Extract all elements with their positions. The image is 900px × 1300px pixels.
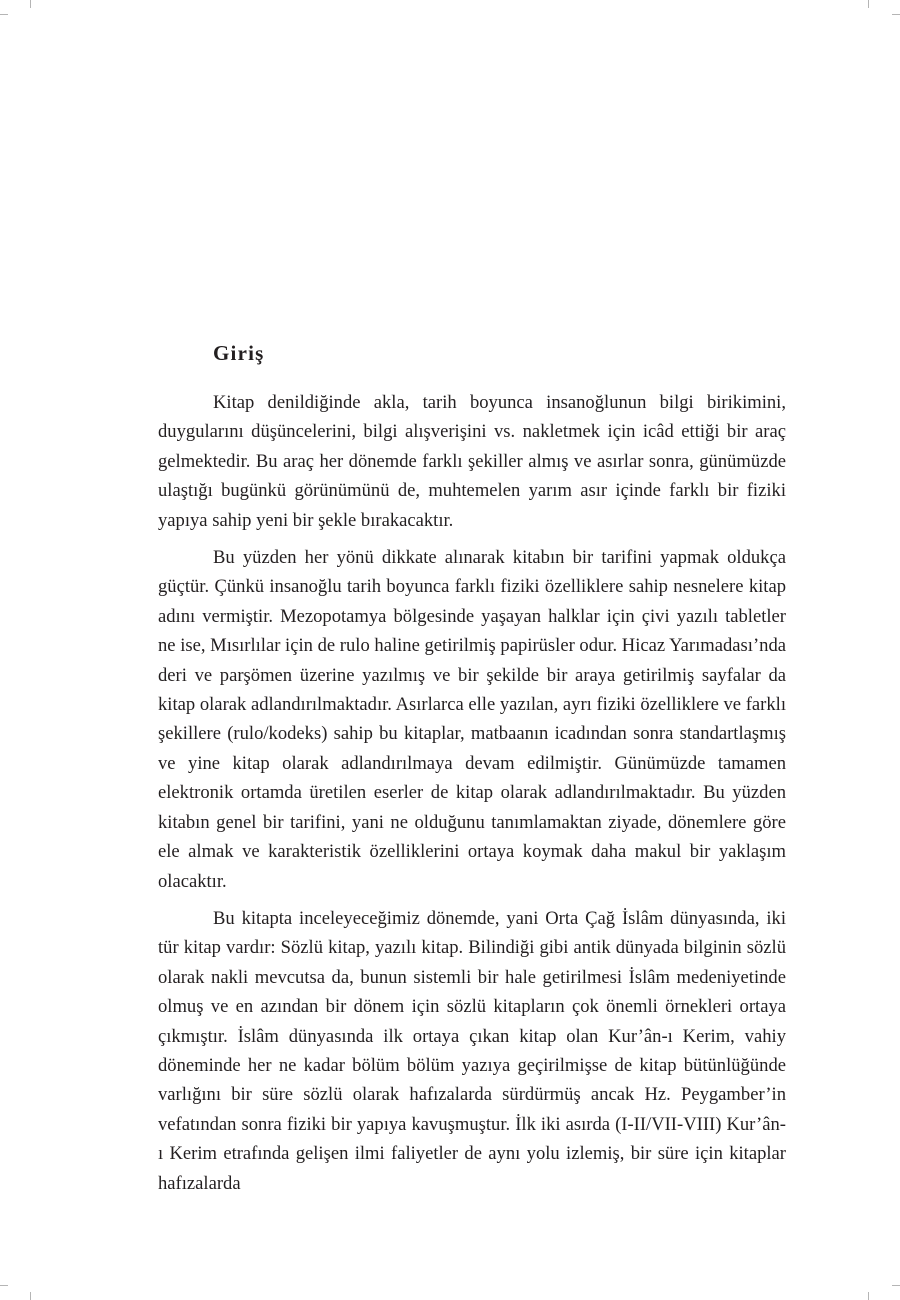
- paragraph-2: Bu yüzden her yönü dikkate alınarak kitabın bir tarifini yapmak oldukça güçtür. Çünkü insanoğlu tarih boyunca farklı fiziki özelliklere sahip nesnelere kitap adını vermiştir. Mezopotamya bölgesinde yaşayan halklar için çivi yazılı tabletler ne ise, Mısırlılar için de rulo haline getirilmiş papirüsler odur. Hicaz Yarımadası’nda deri ve parşömen üzerine yazılmış ve bir şekilde bir araya getirilmiş sayfalar da kitap olarak adlandırılmaktadır. Asırlarca elle yazılan, ayrı fiziki özelliklere ve farklı şekillere (rulo/kodeks) sahip bu kitaplar, matbaanın icadından sonra standartlaşmış ve yine kitap olarak adlandırılmaya devam edilmiştir. Günümüzde tamamen elektronik ortamda üretilen eserler de kitap olarak adlandırılmaktadır. Bu yüzden kitabın genel bir tarifini, yani ne olduğunu tanımlamaktan ziyade, dönemlere göre ele almak ve karakteristik özelliklerini ortaya koymak daha makul bir yaklaşım olacaktır.: [158, 547, 786, 892]
- crop-mark-right-bottom: [892, 1285, 900, 1286]
- paragraph-3: Bu kitapta inceleyeceğimiz dönemde, yani Orta Çağ İslâm dünyasında, iki tür kitap vardır: Sözlü kitap, yazılı kitap. Bilindiği gibi antik dünyada bilginin sözlü olarak nakli mevcutsa da, bunun sistemli bir hale getirilmesi İslâm medeniyetinde olmuş ve en azından bir dönem için sözlü kitapların çok önemli örnekleri ortaya çıkmıştır. İslâm dünyasında ilk ortaya çıkan kitap olan Kur’ân-ı Kerim, vahiy döneminde her ne kadar bölüm bölüm yazıya geçirilmişse de kitap bütünlüğünde varlığını bir süre sözlü olarak hafızalarda sürdürmüş ancak Hz. Peygamber’in vefatından sonra fiziki bir yapıya kavuşmuştur. İlk iki asırda (I-II/VII-VIII) Kur’ân-ı Kerim etrafında gelişen ilmi faliyetler de aynı yolu izlemiş, bir süre için kitaplar hafızalarda: [158, 907, 786, 1194]
- chapter-heading: Giriş: [213, 341, 265, 365]
- crop-mark-top-right: [868, 0, 869, 8]
- crop-mark-bottom-right: [868, 1292, 869, 1300]
- crop-mark-left-bottom: [0, 1285, 8, 1286]
- crop-mark-right-top: [892, 14, 900, 15]
- page-body: [158, 338, 786, 1206]
- crop-mark-bottom-left: [30, 1292, 31, 1300]
- crop-mark-top-left: [30, 0, 31, 8]
- paragraph-1: Kitap denildiğinde akla, tarih boyunca insanoğlunun bilgi birikimini, duygularını düşüncelerini, bilgi alışverişini vs. nakletmek için icâd ettiği bir araç gelmektedir. Bu araç her dönemde farklı şekiller almış ve asırlar sonra, günümüzde ulaştığı bugünkü görünümünü de, muhtemelen yarım asır içinde farklı bir fiziki yapıya sahip yeni bir şekle bırakacaktır.: [158, 392, 786, 531]
- crop-mark-left-top: [0, 14, 8, 15]
